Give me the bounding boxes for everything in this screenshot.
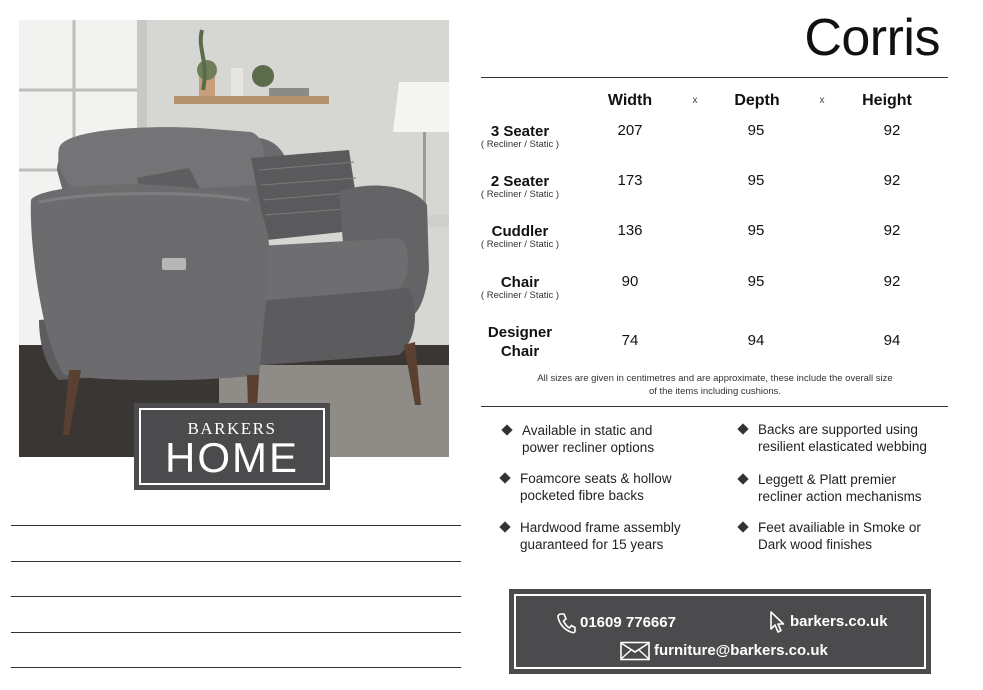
cell-width: 136	[617, 222, 643, 239]
feature-line: power recliner options	[522, 440, 655, 455]
feature-line: Foamcore seats & hollow	[520, 471, 672, 486]
feature-item	[520, 470, 720, 504]
row-subtitle: ( Recliner / Static )	[480, 290, 560, 301]
product-title: Corris	[804, 9, 940, 67]
title-divider	[481, 77, 948, 78]
email-link[interactable]	[620, 641, 828, 661]
footnote-line: of the items including cushions.	[648, 386, 782, 397]
cursor-icon	[768, 610, 786, 634]
cell-depth: 95	[747, 222, 765, 239]
feature-item	[522, 422, 722, 456]
row-name: Cuddler	[491, 223, 549, 240]
cell-height: 92	[883, 222, 901, 239]
cell-depth: 95	[747, 122, 765, 139]
row-name-line1: Designer	[487, 324, 553, 341]
cell-width: 173	[617, 172, 643, 189]
phone-link[interactable]	[556, 612, 676, 634]
cell-width: 207	[617, 122, 643, 139]
cell-height: 92	[883, 172, 901, 189]
phone-icon	[556, 612, 576, 634]
feature-line: resilient elasticated webbing	[758, 439, 927, 454]
feature-line: Available in static and	[522, 423, 653, 438]
row-name: 2 Seater	[490, 173, 550, 190]
note-line	[11, 525, 461, 526]
website-text: barkers.co.uk	[790, 612, 888, 630]
note-line	[11, 561, 461, 562]
column-header-height: Height	[862, 92, 912, 109]
cell-depth: 94	[747, 332, 765, 349]
sizes-footnote	[500, 372, 930, 398]
feature-line: recliner action mechanisms	[758, 489, 922, 504]
feature-item	[758, 421, 958, 455]
cell-height: 92	[883, 273, 901, 290]
row-name: Chair	[500, 274, 540, 291]
cell-depth: 95	[747, 172, 765, 189]
feature-item	[758, 471, 958, 505]
website-link[interactable]	[768, 610, 888, 634]
brand-logo	[134, 403, 330, 490]
table-divider	[481, 406, 948, 407]
feature-line: guaranteed for 15 years	[520, 537, 664, 552]
feature-line: Feet availiable in Smoke or	[758, 520, 921, 535]
envelope-icon	[620, 641, 650, 661]
diamond-bullet-icon	[737, 423, 748, 434]
row-subtitle: ( Recliner / Static )	[480, 239, 560, 250]
separator-x: x	[692, 95, 698, 106]
product-photo	[19, 20, 449, 457]
cell-width: 90	[621, 273, 639, 290]
feature-line: Leggett & Platt premier	[758, 472, 897, 487]
row-subtitle: ( Recliner / Static )	[480, 189, 560, 200]
brand-top-text: BARKERS	[187, 419, 277, 438]
note-line	[11, 667, 461, 668]
diamond-bullet-icon	[499, 472, 510, 483]
feature-line: Backs are supported using	[758, 422, 918, 437]
cell-depth: 95	[747, 273, 765, 290]
note-line	[11, 596, 461, 597]
diamond-bullet-icon	[501, 424, 512, 435]
feature-item	[520, 519, 720, 553]
email-text: furniture@barkers.co.uk	[654, 641, 828, 659]
column-header-width: Width	[607, 92, 653, 109]
note-line	[11, 632, 461, 633]
diamond-bullet-icon	[737, 473, 748, 484]
row-name: 3 Seater	[490, 123, 550, 140]
diamond-bullet-icon	[737, 521, 748, 532]
cell-height: 94	[883, 332, 901, 349]
feature-item	[758, 519, 958, 553]
feature-line: Dark wood finishes	[758, 537, 873, 552]
phone-number: 01609 776667	[580, 613, 676, 631]
footnote-line: All sizes are given in centimetres and are approximate, these include the overall size	[537, 373, 893, 384]
brand-main-text: HOME	[165, 434, 299, 481]
feature-line: Hardwood frame assembly	[520, 520, 681, 535]
contact-panel	[509, 589, 931, 674]
feature-line: pocketed fibre backs	[520, 488, 644, 503]
column-header-depth: Depth	[734, 92, 780, 109]
row-subtitle: ( Recliner / Static )	[480, 139, 560, 150]
diamond-bullet-icon	[499, 521, 510, 532]
separator-x: x	[819, 95, 825, 106]
row-name-line2: Chair	[500, 343, 540, 360]
cell-height: 92	[883, 122, 901, 139]
cell-width: 74	[621, 332, 639, 349]
